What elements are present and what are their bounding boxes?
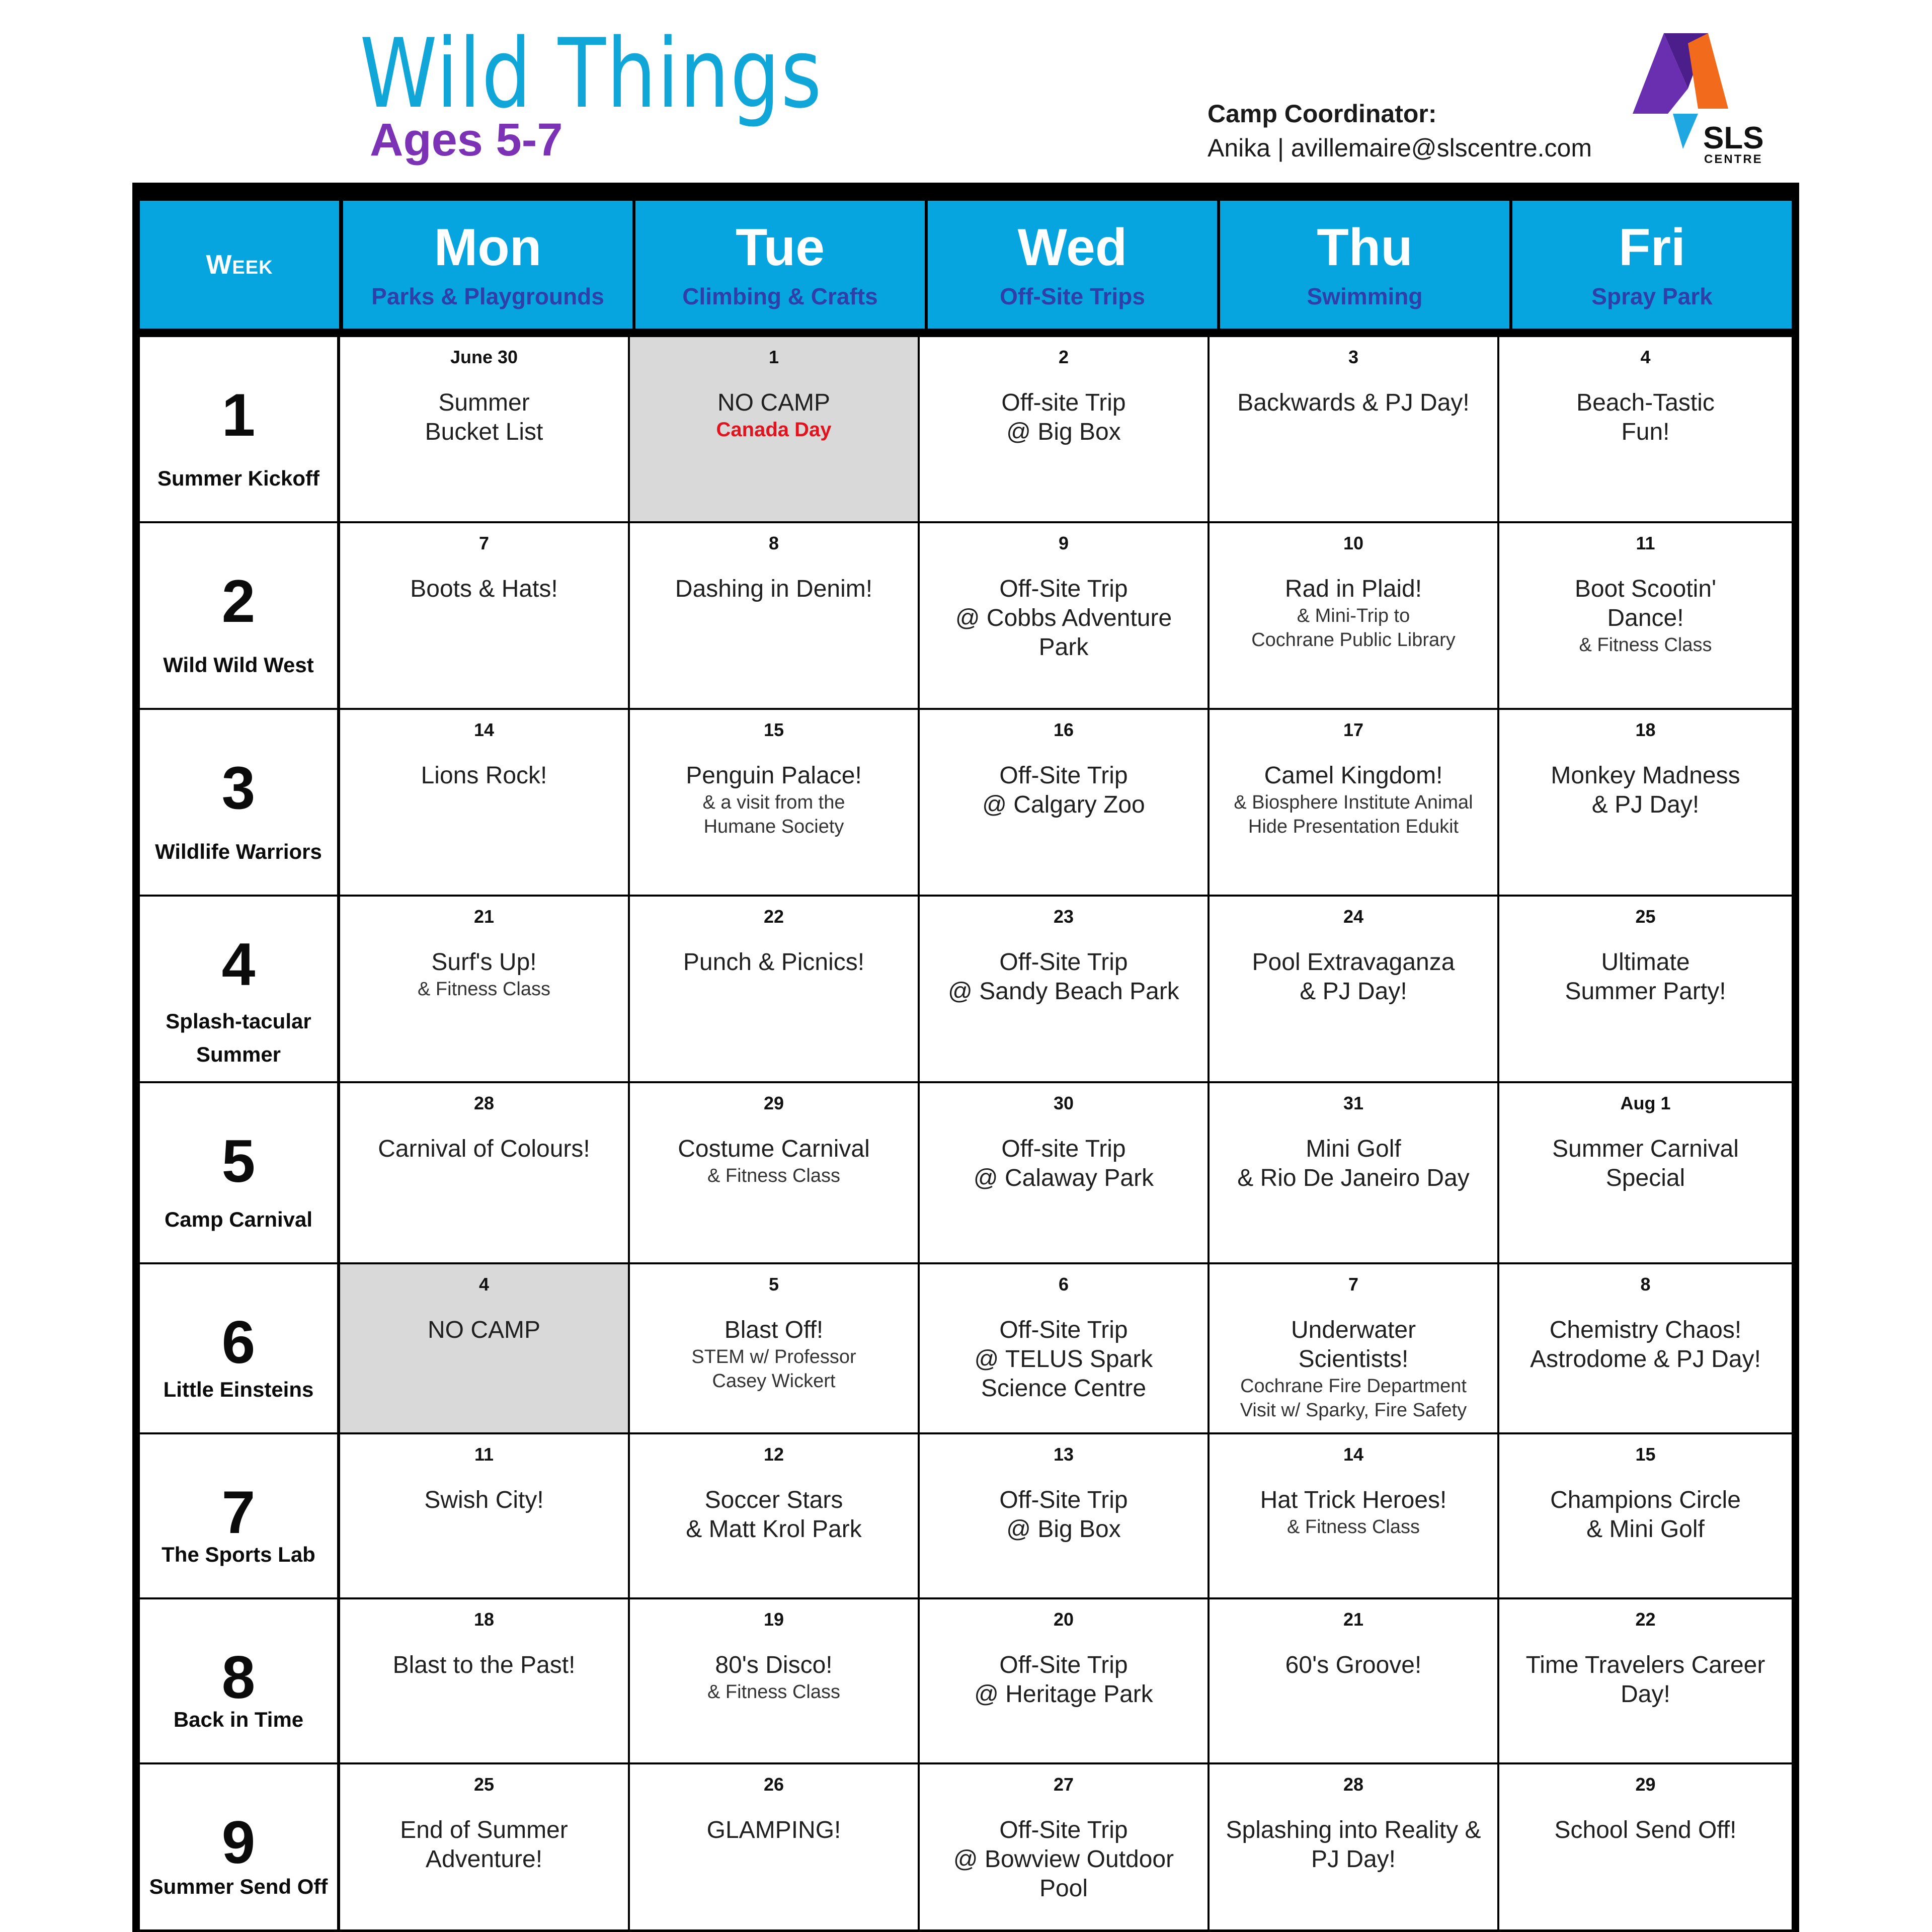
day-event: End of Summer Adventure!	[400, 1817, 568, 1873]
day-date: 18	[1635, 719, 1656, 740]
day-cell	[1499, 1599, 1792, 1764]
day-column-header	[343, 201, 632, 329]
day-cell	[340, 337, 630, 523]
day-date: 4	[478, 1274, 490, 1295]
camp-title: Wild Things	[360, 18, 823, 129]
day-event: Camel Kingdom!	[1264, 762, 1443, 789]
week-column-header	[140, 201, 339, 329]
week-cell	[140, 1083, 340, 1264]
day-event: Surf's Up!	[431, 949, 537, 976]
day-event: Off-site Trip @ Calaway Park	[973, 1136, 1154, 1191]
day-date: 21	[1343, 1609, 1364, 1630]
week-cell	[140, 1434, 340, 1599]
day-date: 22	[1635, 1609, 1656, 1630]
week-number: 8	[221, 1644, 256, 1711]
week-cell	[140, 1764, 340, 1931]
day-cell	[1499, 1264, 1792, 1434]
week-row	[140, 1264, 1792, 1434]
week-cell	[140, 710, 340, 897]
day-theme: Climbing & Crafts	[682, 283, 878, 309]
no-camp-day-cell	[340, 1264, 630, 1434]
day-event: Off-Site Trip @ Cobbs Adventure Park	[955, 576, 1172, 661]
day-date: 1	[768, 347, 779, 367]
day-event: Lions Rock!	[421, 762, 547, 789]
day-name: Thu	[1317, 218, 1413, 277]
day-date: 29	[763, 1093, 784, 1113]
day-cell	[1210, 710, 1499, 897]
day-event: Boot Scootin' Dance!	[1574, 576, 1717, 631]
day-event: Off-Site Trip @ Bowview Outdoor Pool	[953, 1817, 1174, 1902]
day-date: 7	[478, 533, 490, 553]
day-event: Ultimate Summer Party!	[1565, 949, 1726, 1005]
week-number: 7	[221, 1479, 256, 1546]
week-theme-name: Splash-tacular Summer	[166, 1009, 311, 1066]
day-cell	[1499, 710, 1792, 897]
day-event: Summer Carnival Special	[1552, 1136, 1739, 1191]
day-date: 2	[1058, 347, 1069, 367]
day-date: 23	[1053, 906, 1074, 927]
day-event: Off-Site Trip @ Heritage Park	[974, 1652, 1153, 1708]
calendar-header-row	[132, 183, 1799, 334]
day-event: Underwater Scientists!	[1291, 1317, 1416, 1373]
day-theme: Swimming	[1307, 283, 1423, 309]
day-event-detail: & Fitness Class	[418, 979, 550, 1000]
week-row	[140, 337, 1792, 523]
day-date: 3	[1348, 347, 1359, 367]
day-column-header	[635, 201, 925, 329]
day-cell	[340, 1083, 630, 1264]
day-cell	[630, 523, 920, 710]
day-event: Carnival of Colours!	[378, 1136, 590, 1162]
day-cell	[340, 710, 630, 897]
day-cell	[340, 1434, 630, 1599]
day-event: Backwards & PJ Day!	[1237, 389, 1470, 416]
page-header	[0, 0, 1932, 186]
day-event: Punch & Picnics!	[683, 949, 865, 976]
day-cell	[1499, 1434, 1792, 1599]
week-row	[140, 1083, 1792, 1264]
day-date: 16	[1053, 719, 1074, 740]
day-cell	[1210, 337, 1499, 523]
day-date: 18	[473, 1609, 495, 1630]
week-theme-name: Back in Time	[173, 1708, 304, 1731]
day-cell	[920, 523, 1210, 710]
week-number: 1	[221, 381, 256, 449]
day-cell	[920, 1599, 1210, 1764]
week-cell	[140, 897, 340, 1083]
day-event: Penguin Palace!	[686, 762, 862, 789]
day-cell	[920, 897, 1210, 1083]
day-date: 25	[473, 1774, 495, 1795]
day-event: Swish City!	[424, 1487, 544, 1513]
camp-calendar	[132, 183, 1799, 1932]
day-date: 9	[1058, 533, 1069, 553]
day-event: GLAMPING!	[706, 1817, 841, 1843]
day-date: 14	[1343, 1444, 1364, 1465]
week-row	[140, 1434, 1792, 1599]
day-theme: Off-Site Trips	[1000, 283, 1145, 309]
day-cell	[340, 523, 630, 710]
logo-subtext: CENTRE	[1704, 152, 1763, 166]
week-row	[140, 1764, 1792, 1931]
day-event: Hat Trick Heroes!	[1260, 1487, 1447, 1513]
day-date: 8	[768, 533, 779, 553]
day-date: 26	[763, 1774, 784, 1795]
week-number: 5	[221, 1128, 256, 1195]
day-event: Rad in Plaid!	[1284, 576, 1422, 602]
day-event: Chemistry Chaos! Astrodome & PJ Day!	[1530, 1317, 1761, 1373]
day-event-detail: Cochrane Fire Department Visit w/ Sparky, Fire Safety	[1240, 1376, 1467, 1421]
day-date: 19	[763, 1609, 784, 1630]
day-name: Mon	[434, 218, 542, 277]
day-column-header	[1220, 201, 1509, 329]
day-event: Costume Carnival	[678, 1136, 870, 1162]
day-cell	[1499, 523, 1792, 710]
day-event: Splashing into Reality & PJ Day!	[1226, 1817, 1481, 1873]
day-cell	[1499, 897, 1792, 1083]
week-number: 4	[221, 931, 256, 998]
day-event: Blast Off!	[724, 1317, 824, 1343]
week-row	[140, 710, 1792, 897]
day-event: Time Travelers Career Day!	[1525, 1652, 1765, 1708]
day-date: 28	[473, 1093, 495, 1113]
day-date: 8	[1640, 1274, 1651, 1295]
day-cell	[1210, 1764, 1499, 1931]
day-cell	[1210, 523, 1499, 710]
week-cell	[140, 1264, 340, 1434]
week-theme-name: Wildlife Warriors	[155, 840, 322, 863]
day-event: Off-Site Trip @ Sandy Beach Park	[948, 949, 1179, 1005]
day-date: 21	[473, 906, 495, 927]
day-theme: Parks & Playgrounds	[371, 283, 604, 309]
day-event-detail: & Fitness Class	[1287, 1516, 1420, 1538]
day-date: 11	[1636, 533, 1655, 553]
day-date: 10	[1343, 533, 1364, 553]
day-event: Boots & Hats!	[410, 576, 558, 602]
day-cell	[1210, 1599, 1499, 1764]
day-event-detail: STEM w/ Professor Casey Wickert	[691, 1346, 856, 1392]
day-cell	[920, 1764, 1210, 1931]
day-event: Monkey Madness & PJ Day!	[1551, 762, 1740, 818]
day-date: 5	[768, 1274, 779, 1295]
day-event: Soccer Stars & Matt Krol Park	[686, 1487, 862, 1543]
day-cell	[920, 1434, 1210, 1599]
day-cell	[1499, 1764, 1792, 1931]
week-number: 3	[221, 754, 256, 822]
day-cell	[920, 337, 1210, 523]
day-cell	[630, 710, 920, 897]
day-cell	[920, 1264, 1210, 1434]
week-theme-name: Summer Kickoff	[157, 466, 320, 490]
week-theme-name: Summer Send Off	[149, 1875, 328, 1898]
day-date: 20	[1053, 1609, 1074, 1630]
day-event-detail: & Fitness Class	[707, 1165, 840, 1186]
week-cell	[140, 337, 340, 523]
day-date: 27	[1053, 1774, 1074, 1795]
day-cell	[630, 1764, 920, 1931]
day-event-detail: & Biosphere Institute Animal Hide Presentation Edukit	[1234, 792, 1473, 837]
day-date: 13	[1053, 1444, 1074, 1465]
day-name: Fri	[1619, 218, 1685, 277]
day-event: Summer Bucket List	[425, 389, 543, 445]
day-cell	[1499, 1083, 1792, 1264]
day-cell	[1210, 1083, 1499, 1264]
day-date: 31	[1343, 1093, 1364, 1113]
week-header-label: Week	[206, 250, 273, 280]
week-number: 6	[221, 1309, 256, 1376]
day-name: Wed	[1017, 218, 1128, 277]
day-date: Aug 1	[1620, 1093, 1671, 1113]
day-event-detail: & Fitness Class	[1579, 634, 1712, 656]
day-date: 28	[1343, 1774, 1364, 1795]
day-event: Blast to the Past!	[392, 1652, 576, 1678]
day-theme: Spray Park	[1591, 283, 1713, 309]
coordinator-contact: Anika | avillemaire@slscentre.com	[1208, 134, 1592, 162]
day-cell	[340, 897, 630, 1083]
week-theme-name: Camp Carnival	[164, 1208, 313, 1231]
day-column-header	[1512, 201, 1792, 329]
week-theme-name: The Sports Lab	[162, 1543, 315, 1566]
day-event: Off-site Trip @ Big Box	[1001, 389, 1126, 445]
day-date: 11	[474, 1444, 494, 1465]
logo-text: SLS	[1703, 121, 1764, 155]
holiday-label: Canada Day	[716, 419, 832, 441]
coordinator-label: Camp Coordinator:	[1208, 100, 1437, 128]
day-date: 17	[1343, 719, 1364, 740]
age-range: Ages 5-7	[370, 114, 563, 166]
day-date: 15	[763, 719, 784, 740]
day-event: NO CAMP	[717, 389, 830, 416]
week-theme-name: Little Einsteins	[163, 1378, 314, 1401]
day-cell	[1210, 1434, 1499, 1599]
day-event-detail: & a visit from the Humane Society	[702, 792, 845, 837]
day-date: 12	[763, 1444, 784, 1465]
week-row	[140, 1599, 1792, 1764]
day-cell	[1210, 1264, 1499, 1434]
day-event: Beach-Tastic Fun!	[1576, 389, 1715, 445]
day-cell	[1210, 897, 1499, 1083]
day-date: 6	[1058, 1274, 1069, 1295]
day-event: Off-Site Trip @ TELUS Spark Science Centre	[974, 1317, 1153, 1402]
day-event: Pool Extravaganza & PJ Day!	[1252, 949, 1455, 1005]
day-cell	[1499, 337, 1792, 523]
day-cell	[630, 1434, 920, 1599]
week-theme-name: Wild Wild West	[163, 653, 314, 677]
day-cell	[630, 1083, 920, 1264]
day-cell	[630, 1264, 920, 1434]
day-event: 80's Disco!	[715, 1652, 833, 1678]
week-number: 2	[221, 568, 256, 635]
day-event: Champions Circle & Mini Golf	[1550, 1487, 1741, 1543]
day-date: 14	[473, 719, 495, 740]
day-cell	[340, 1599, 630, 1764]
day-date: 7	[1348, 1274, 1359, 1295]
day-cell	[920, 1083, 1210, 1264]
week-cell	[140, 523, 340, 710]
week-number: 9	[221, 1809, 256, 1876]
day-date: 24	[1343, 906, 1364, 927]
day-event: Mini Golf & Rio De Janeiro Day	[1237, 1136, 1470, 1191]
day-cell	[630, 1599, 920, 1764]
day-name: Tue	[735, 218, 825, 277]
day-event: NO CAMP	[427, 1317, 540, 1343]
day-event: Off-Site Trip @ Big Box	[999, 1487, 1128, 1543]
day-cell	[340, 1764, 630, 1931]
day-event: School Send Off!	[1554, 1817, 1737, 1843]
sls-centre-logo	[1633, 33, 1784, 169]
day-event-detail: & Mini-Trip to Cochrane Public Library	[1251, 605, 1456, 651]
day-column-header	[928, 201, 1217, 329]
day-cell	[920, 710, 1210, 897]
no-camp-day-cell	[630, 337, 920, 523]
day-date: 4	[1640, 347, 1651, 367]
day-date: 15	[1635, 1444, 1656, 1465]
day-date: 22	[763, 906, 784, 927]
day-cell	[630, 897, 920, 1083]
day-event: Dashing in Denim!	[675, 576, 873, 602]
day-event-detail: & Fitness Class	[707, 1681, 840, 1703]
day-date: 29	[1635, 1774, 1656, 1795]
day-event: 60's Groove!	[1285, 1652, 1422, 1678]
week-row	[140, 897, 1792, 1083]
day-event: Off-Site Trip @ Calgary Zoo	[982, 762, 1145, 818]
week-row	[140, 523, 1792, 710]
week-cell	[140, 1599, 340, 1764]
day-date: 25	[1635, 906, 1656, 927]
day-date: 30	[1053, 1093, 1074, 1113]
day-date: June 30	[450, 347, 518, 367]
